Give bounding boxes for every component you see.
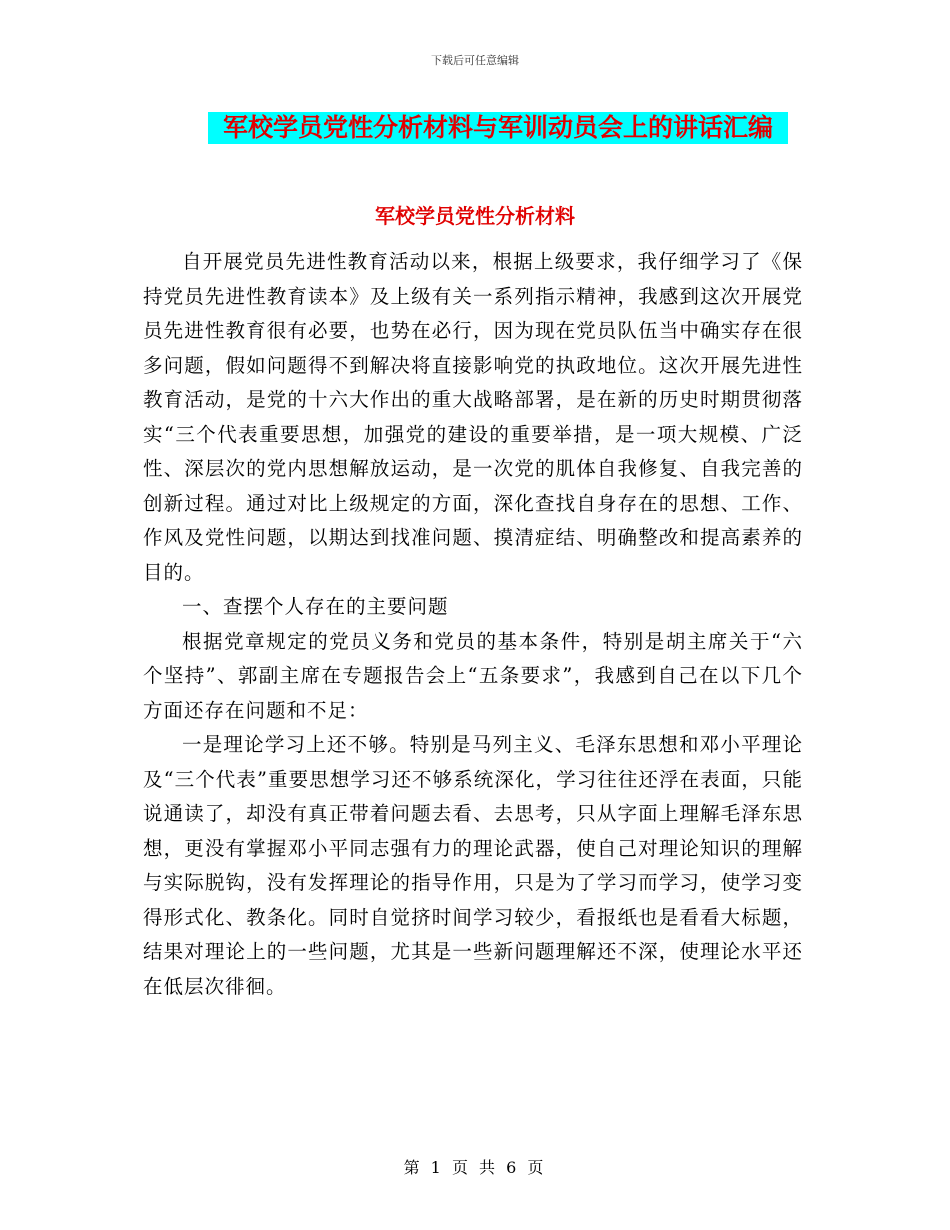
paragraph-intro: 自开展党员先进性教育活动以来，根据上级要求，我仔细学习了《保持党员先进性教育读本》及上级有关一系列指示精神，我感到这次开展党员先进性教育很有必要，也势在必行，因为现在党员队伍当中确实存在很多问题，假如问题得不到解决将直接影响党的执政地位。这次开展先进性教育活动，是党的十六大作出的重大战略部署，是在新的历史时期贯彻落实“三个代表重要思想，加强党的建设的重要举措，是一项大规模、广泛性、深层次的党内思想解放运动，是一次党的肌体自我修复、自我完善的创新过程。通过对比上级规定的方面，深化查找自身存在的思想、工作、作风及党性问题，以期达到找准问题、摸清症结、明确整改和提高素养的目的。 [143,250,803,584]
document-title-highlight [208,112,788,144]
page-header-note: 下载后可任意编辑 [431,54,519,67]
document-body [143,245,803,1004]
paragraph-basis: 根据党章规定的党员义务和党员的基本条件，特别是胡主席关于“六个坚持”、郭副主席在专题报告会上“五条要求”，我感到自己在以下几个方面还存在问题和不足： [143,629,803,722]
document-title: 军校学员党性分析材料与军训动员会上的讲话汇编 [222,113,773,142]
page-number-footer: 第 1 页 共 6 页 [403,1158,547,1177]
paragraph-heading-problems: 一、查摆个人存在的主要问题 [182,595,449,618]
section-title: 军校学员党性分析材料 [375,204,575,228]
paragraph-theory-study: 一是理论学习上还不够。特别是马列主义、毛泽东思想和邓小平理论及“三个代表”重要思想学习还不够系统深化，学习往往还浮在表面，只能说通读了，却没有真正带着问题去看、去思考，只从字面上理解毛泽东思想，更没有掌握邓小平同志强有力的理论武器，使自己对理论知识的理解与实际脱钩，没有发挥理论的指导作用，只是为了学习而学习，使学习变得形式化、教条化。同时自觉挤时间学习较少，看报纸也是看看大标题，结果对理论上的一些问题，尤其是一些新问题理解还不深，使理论水平还在低层次徘徊。 [143,733,803,998]
